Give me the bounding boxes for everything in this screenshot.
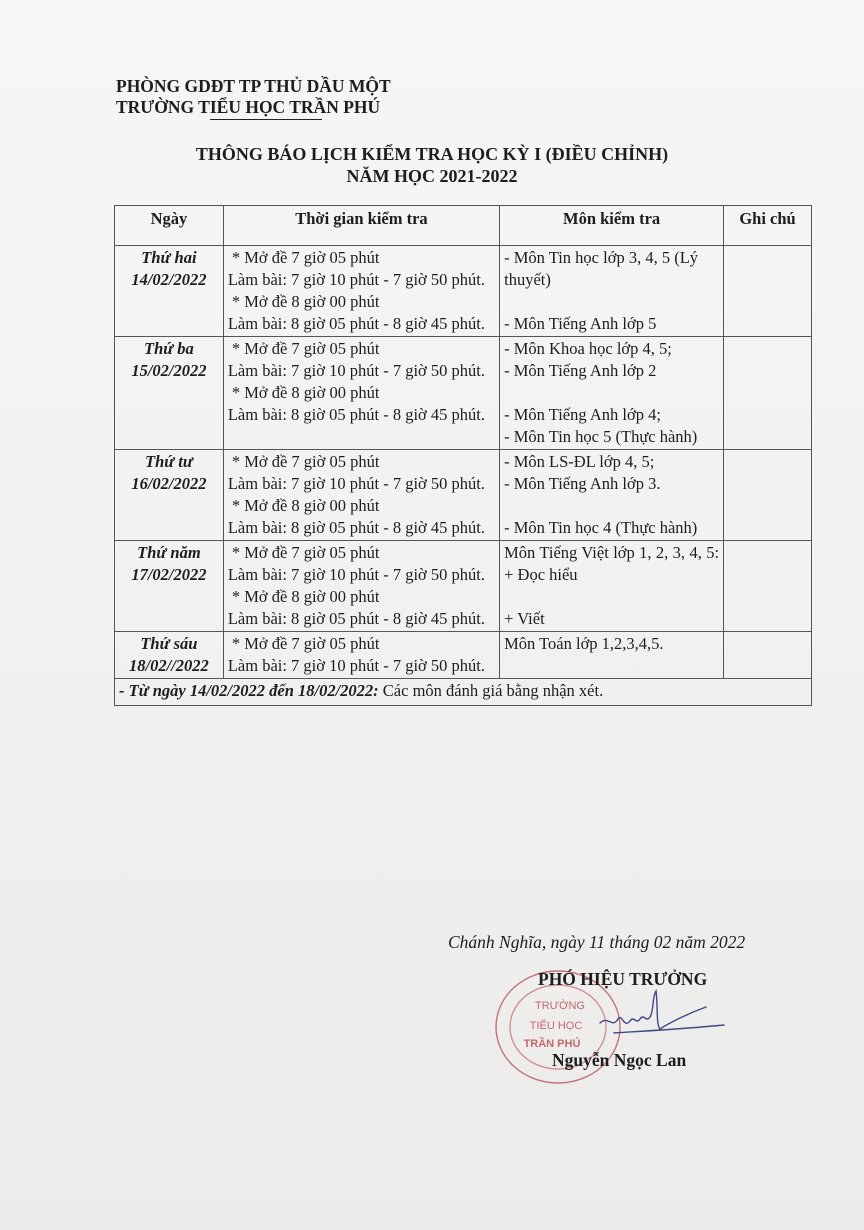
- stamp-text-line: TRƯỜNG: [535, 1000, 585, 1012]
- time-line: Làm bài: 8 giờ 05 phút - 8 giờ 45 phút.: [227, 518, 485, 537]
- time-line: Làm bài: 8 giờ 05 phút - 8 giờ 45 phút.: [227, 405, 485, 424]
- day-cell: [115, 337, 224, 450]
- department-name: PHÒNG GDĐT TP THỦ DẦU MỘT: [116, 76, 391, 96]
- school-name: TRƯỜNG TIỂU HỌC TRẦN PHÚ: [116, 97, 381, 117]
- day-date: 15/02/2022: [131, 361, 207, 380]
- note-cell: [724, 246, 812, 337]
- time-cell: [223, 541, 499, 632]
- subject-line: Môn Tiếng Việt lớp 1, 2, 3, 4, 5: + Đọc hiểu: [504, 543, 720, 584]
- handwritten-signature: [594, 985, 734, 1045]
- table-row: [115, 632, 812, 679]
- table-footer-row: [115, 679, 812, 706]
- time-line: * Mở đề 8 giờ 00 phút: [231, 496, 380, 515]
- day-date: 18/02//2022: [129, 656, 209, 675]
- time-line: * Mở đề 7 giờ 05 phút: [231, 634, 380, 653]
- table-header-row: [115, 206, 812, 246]
- time-cell: [223, 632, 499, 679]
- time-line: * Mở đề 7 giờ 05 phút: [231, 452, 380, 471]
- subject-line: - Môn LS-ĐL lớp 4, 5;: [504, 452, 655, 471]
- subject-line: - Môn Khoa học lớp 4, 5;: [504, 339, 672, 358]
- time-line: Làm bài: 7 giờ 10 phút - 7 giờ 50 phút.: [227, 474, 485, 493]
- header-day: Ngày: [115, 206, 224, 246]
- time-cell: [223, 246, 499, 337]
- subject-cell: [500, 632, 724, 679]
- document-header: [116, 76, 391, 118]
- footer-text: Các môn đánh giá bằng nhận xét.: [378, 681, 604, 700]
- day-date: 14/02/2022: [131, 270, 207, 289]
- time-line: Làm bài: 7 giờ 10 phút - 7 giờ 50 phút.: [227, 270, 485, 289]
- note-cell: [724, 541, 812, 632]
- spacer: [504, 495, 719, 517]
- day-date: 16/02/2022: [131, 474, 207, 493]
- day-cell: [115, 246, 224, 337]
- note-cell: [724, 632, 812, 679]
- time-line: * Mở đề 7 giờ 05 phút: [231, 248, 380, 267]
- time-cell: [223, 450, 499, 541]
- spacer: [504, 291, 719, 313]
- footer-note: [115, 679, 812, 706]
- title-line-2: NĂM HỌC 2021-2022: [346, 166, 518, 186]
- document-title: [0, 143, 864, 187]
- time-cell: [223, 337, 499, 450]
- subject-cell: [500, 450, 724, 541]
- subject-line: - Môn Tin học 5 (Thực hành): [504, 427, 698, 446]
- subject-line: - Môn Tiếng Anh lớp 2: [504, 361, 657, 380]
- day-name: Thứ ba: [144, 339, 194, 358]
- time-line: * Mở đề 7 giờ 05 phút: [231, 339, 380, 358]
- day-date: 17/02/2022: [131, 565, 207, 584]
- subject-line: - Môn Tiếng Anh lớp 3.: [504, 474, 661, 493]
- stamp-text-line: TIỂU HỌC: [529, 1020, 583, 1032]
- subject-line: - Môn Tin học 4 (Thực hành): [504, 518, 698, 537]
- subject-line: - Môn Tiếng Anh lớp 4;: [504, 405, 661, 424]
- place-date: Chánh Nghĩa, ngày 11 tháng 02 năm 2022: [448, 932, 746, 952]
- day-cell: [115, 541, 224, 632]
- signer-role: PHÓ HIỆU TRƯỞNG: [538, 969, 708, 989]
- spacer: [504, 586, 719, 608]
- day-name: Thứ hai: [141, 248, 197, 267]
- time-line: Làm bài: 7 giờ 10 phút - 7 giờ 50 phút.: [227, 361, 485, 380]
- subject-cell: [500, 337, 724, 450]
- time-line: Làm bài: 7 giờ 10 phút - 7 giờ 50 phút.: [227, 656, 485, 675]
- note-cell: [724, 450, 812, 541]
- subject-line: - Môn Tiếng Anh lớp 5: [504, 314, 657, 333]
- table-row: [115, 246, 812, 337]
- time-line: Làm bài: 8 giờ 05 phút - 8 giờ 45 phút.: [227, 314, 485, 333]
- header-time: Thời gian kiểm tra: [223, 206, 499, 246]
- day-cell: [115, 450, 224, 541]
- header-subject: Môn kiểm tra: [500, 206, 724, 246]
- table-row: [115, 337, 812, 450]
- footer-emphasis: - Từ ngày 14/02/2022 đến 18/02/2022:: [119, 681, 379, 700]
- stamp-text-line: TRẦN PHÚ: [523, 1038, 581, 1050]
- day-cell: [115, 632, 224, 679]
- subject-line: Môn Toán lớp 1,2,3,4,5.: [504, 634, 664, 653]
- school-underline: [210, 119, 322, 120]
- table-row: [115, 541, 812, 632]
- signer-name: Nguyễn Ngọc Lan: [552, 1050, 687, 1070]
- time-line: * Mở đề 7 giờ 05 phút: [231, 543, 380, 562]
- exam-schedule-table: [114, 205, 812, 706]
- school-name-line: [116, 97, 391, 118]
- note-cell: [724, 337, 812, 450]
- time-line: * Mở đề 8 giờ 00 phút: [231, 383, 380, 402]
- time-line: * Mở đề 8 giờ 00 phút: [231, 587, 380, 606]
- time-line: Làm bài: 8 giờ 05 phút - 8 giờ 45 phút.: [227, 609, 485, 628]
- day-name: Thứ năm: [137, 543, 201, 562]
- header-note: Ghi chú: [724, 206, 812, 246]
- subject-line: + Viết: [504, 609, 545, 628]
- time-line: Làm bài: 7 giờ 10 phút - 7 giờ 50 phút.: [227, 565, 485, 584]
- time-line: * Mở đề 8 giờ 00 phút: [231, 292, 380, 311]
- table-row: [115, 450, 812, 541]
- day-name: Thứ sáu: [140, 634, 198, 653]
- day-name: Thứ tư: [145, 452, 193, 471]
- spacer: [504, 382, 719, 404]
- subject-cell: [500, 246, 724, 337]
- subject-line: - Môn Tin học lớp 3, 4, 5 (Lý thuyết): [504, 248, 699, 289]
- subject-cell: [500, 541, 724, 632]
- title-line-1: THÔNG BÁO LỊCH KIỂM TRA HỌC KỲ I (ĐIỀU CHỈNH): [195, 144, 669, 164]
